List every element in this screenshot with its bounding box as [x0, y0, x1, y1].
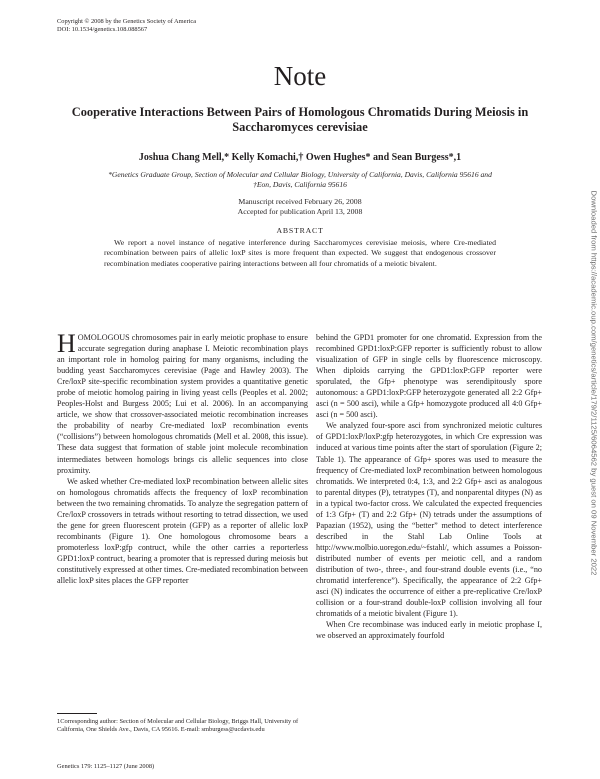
corresponding-author-footnote: 1Corresponding author: Section of Molecular and Cellular Biology, Briggs Hall, University of California, One Shields Ave., Davis, CA 95616. E-mail: smburgess@ucdavis.edu	[57, 718, 299, 734]
copyright-line: Copyright © 2008 by the Genetics Society of America	[57, 18, 197, 25]
received-date: Manuscript received February 26, 2008	[238, 197, 362, 206]
section-type-heading: Note	[273, 61, 327, 91]
body-paragraph: behind the GPD1 promoter for one chromatid. Expression from the recombined GPD1:loxP:GFP reporter is sufficiently robust to allow visualization of GFP in single cells by fluorescence microscopy. When diploids carrying the GPD1:loxP:GFP reporter were sporulated, the Gfp+ phenotype was serendipitously spore autonomous: a GPD1:loxP:GFP heterozygote generated all 2:2 Gfp+ asci (n = 500 asci), while a Gfp+ homozygote produced all 4:0 Gfp+ asci (n = 500 asci).	[316, 333, 542, 420]
body-paragraph	[57, 329, 308, 476]
body-paragraph: We asked whether Cre-mediated loxP recombination between allelic sites on homologous chromatids affects the frequency of loxP recombination between the two remaining chromatids. To analyze the segregation pattern of Cre/loxP crossovers in tetrads without resorting to tetrad dissection, we used the gene for green fluorescent protein (GFP) as a reporter of allelic loxP recombinants (Figure 1). One homologous chromosome bears a promoterless loxP:gfp contruct, while the other carries a reporterless GPD1:loxP contruct, bearing a promoter that is repressed during meiosis but constitutively expressed at other times. Cre-mediated recombination between allelic loxP sites places the GFP reporter	[57, 476, 308, 586]
journal-citation: Genetics 179: 1125–1127 (June 2008)	[57, 763, 155, 770]
author-list: Joshua Chang Mell,* Kelly Komachi,† Owen Hughes* and Sean Burgess*,1	[138, 152, 462, 163]
affiliation-primary: *Genetics Graduate Group, Section of Molecular and Cellular Biology, University of California, Davis, California 95616 and	[108, 170, 492, 179]
abstract-text: We report a novel instance of negative interference during Saccharomyces cerevisiae meiosis, where Cre-mediated recombination between pairs of allelic loxP sites is more frequent than expected. We suggest that endogenous crossover recombination mediates cooperative pairing interactions between all four chromatids of a meiotic bivalent.	[104, 238, 496, 268]
affiliation-secondary: †Eon, Davis, California 95616	[253, 180, 347, 189]
drop-cap: H	[57, 329, 76, 358]
download-watermark[interactable]: Downloaded from https://academic.oup.com/genetics/article/179/2/1125/6064562 by guest on 09 November 2022	[589, 190, 599, 576]
accepted-date: Accepted for publication April 13, 2008	[237, 207, 363, 216]
paragraph-text: OMOLOGOUS chromosomes pair in early meiotic prophase to ensure accurate segregation during anaphase I. Meiotic recombination plays an important role in homolog pairing for many organisms, including the budding yeast Saccharomyces cerevisiae (Page and Hawley 2003). The Cre/loxP site-specific recombination system provides a quantitative genetic probe of meiotic homolog pairing in living yeast cells (Peoples et al. 2002; Peoples-Holst and Burgess 2005; Lui et al. 2006). In an accompanying article, we show that crossover-associated meiotic recombination increases the probability of nearby Cre-mediated loxP recombination events (“collisions”) between homologous chromatids (Mell et al. 2008, this issue). These data suggest that formation of stable joint molecule recombination intermediates between homologs brings cis allelic sequences into close proximity.	[57, 333, 308, 475]
body-paragraph: When Cre recombinase was induced early in meiotic prophase I, we observed an approximately fourfold	[316, 620, 542, 641]
body-paragraph: We analyzed four-spore asci from synchronized meiotic cultures of GPD1:loxP/loxP:gfp heterozygotes, in which Cre expression was induced at various time points after the start of sporulation (Figure 2; Table 1). The appearance of Gfp+ spores was used to measure the frequency of Cre-mediated loxP recombination between homologous chromatids. We interpreted 0:4, 1:3, and 2:2 Gfp+ asci as analogous to parental ditypes (P), tetratypes (T), and nonparental ditypes (N) as in a typical two-factor cross. We calculated the expected frequencies of 1:3 Gfp+ (T) and 2:2 Gfp+ (N) tetrads under the assumptions of Papazian (1952), using the “better” method to detect interference described in the Stahl Lab Online Tools at http://www.molbio.uoregon.edu/~fstahl/, which assumes a Poisson-distributed number of events per meiotic cell, and a random distribution of two-, three-, and four-strand double events (i.e., “no chromatid interference”). Specifically, the appearance of 2:2 Gfp+ asci (N) indicates the occurrence of either a pre-replicative Cre/loxP collision or a four-strand double-loxP collision involving all four chromatids of a meiotic bivalent (Figure 1).	[316, 421, 542, 619]
footnote-divider	[57, 713, 97, 714]
body-column-left	[57, 329, 308, 586]
body-column-right	[316, 332, 542, 641]
article-title: Cooperative Interactions Between Pairs of Homologous Chromatids During Meiosis in Saccharomyces cerevisiae	[71, 105, 529, 134]
doi-line[interactable]: DOI: 10.1534/genetics.108.088567	[57, 26, 148, 33]
abstract-heading: ABSTRACT	[276, 226, 324, 235]
